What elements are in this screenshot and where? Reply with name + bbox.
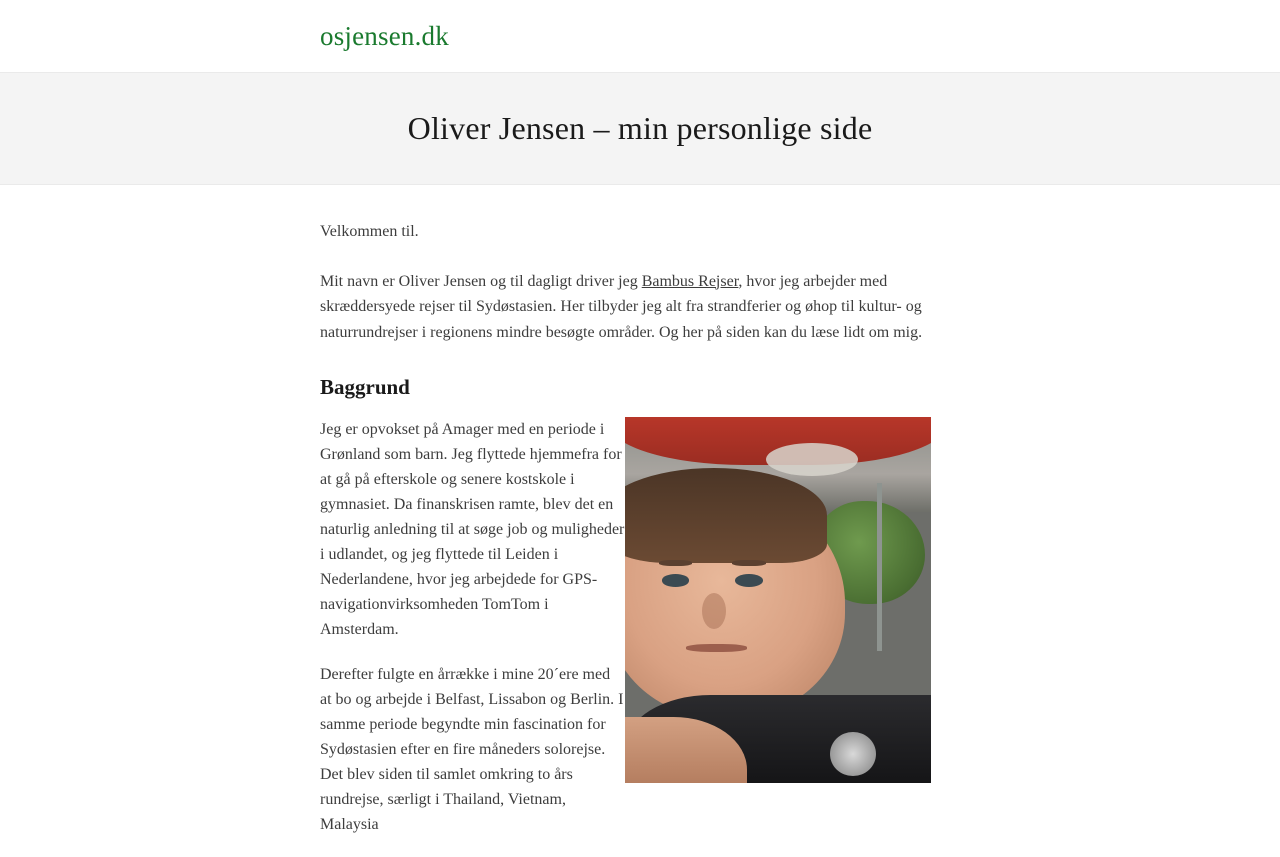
- photo-mouth: [686, 644, 747, 652]
- photo-eye-right: [735, 574, 763, 586]
- site-header: [0, 0, 1280, 72]
- photo-pole: [877, 483, 882, 651]
- portrait-photo: [625, 417, 931, 783]
- main-content: [320, 185, 960, 857]
- page-title: Oliver Jensen – min personlige side: [407, 110, 873, 146]
- baggrund-paragraph-1: Jeg er opvokset på Amager med en periode i Grønland som barn. Jeg flyttede hjemmefra for at gå på efterskole og senere kostskole i gymnasiet. Da finanskrisen ramte, blev det en naturlig anledning til at søge job og muligheder i udlandet, og jeg flyttede til Leiden i Nederlandene, hvor jeg arbejdede for GPS-navigationvirksomheden TomTom i Amsterdam.: [320, 421, 625, 638]
- text-and-photo-row: [320, 417, 960, 857]
- baggrund-paragraph-2: Derefter fulgte en årrække i mine 20´ere med at bo og arbejde i Belfast, Lissabon og Berlin. I samme periode begyndte min fascination for Sydøstasien efter en fire måneders solorejse. Det blev siden til samlet omkring to års rundrejse, særligt i Thailand, Vietnam, Malaysia: [320, 666, 624, 833]
- photo-nose: [702, 593, 726, 630]
- intro-text-after-link: , hvor jeg arbejder med skræddersyede rejser til Sydøstasien. Her tilbyder jeg alt fra strandferier og øhop til kultur- og naturrundrejser i regionens mindre besøgte områder. Og her på siden kan du læse lidt om mig.: [320, 272, 923, 341]
- photo-hair: [625, 468, 827, 563]
- intro-paragraph-2: [320, 269, 960, 346]
- intro-paragraph-1: Velkommen til.: [320, 223, 419, 240]
- photo-eye-left: [662, 574, 690, 586]
- intro-text-before-link: Mit navn er Oliver Jensen og til dagligt driver jeg: [320, 272, 642, 290]
- baggrund-text-column: [320, 417, 625, 857]
- section-heading-baggrund: Baggrund: [320, 375, 410, 399]
- photo-eyebrow-left: [659, 560, 693, 566]
- photo-canopy-light: [766, 443, 858, 476]
- photo-eyebrow-right: [732, 560, 766, 566]
- portrait-figure: [625, 417, 931, 783]
- site-title-link[interactable]: osjensen.dk: [320, 20, 449, 51]
- photo-badge: [830, 732, 876, 776]
- page-title-banner: [0, 72, 1280, 185]
- bambus-rejser-link[interactable]: Bambus Rejser: [641, 272, 739, 290]
